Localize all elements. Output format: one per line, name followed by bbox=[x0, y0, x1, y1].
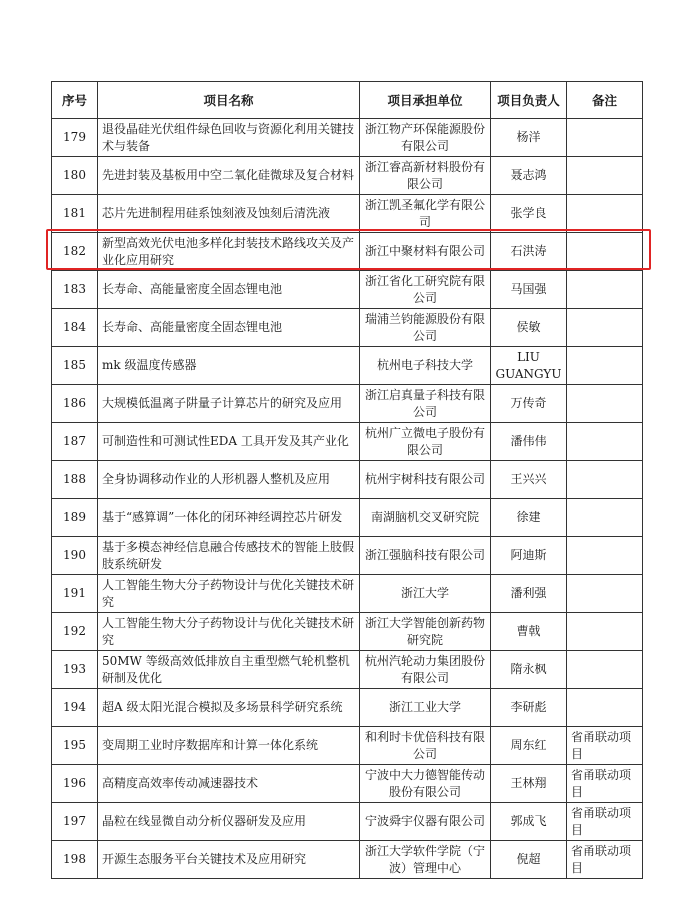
cell-unit: 杭州电子科技大学 bbox=[360, 347, 491, 385]
project-table bbox=[51, 81, 643, 879]
table-row bbox=[52, 233, 643, 271]
table-row bbox=[52, 613, 643, 651]
cell-unit: 浙江省化工研究院有限公司 bbox=[360, 271, 491, 309]
table-row bbox=[52, 385, 643, 423]
cell-unit: 南湖脑机交叉研究院 bbox=[360, 499, 491, 537]
cell-lead: LIU GUANGYU bbox=[491, 347, 567, 385]
cell-name: 可制造性和可测试性EDA 工具开发及其产业化 bbox=[98, 423, 360, 461]
cell-no: 190 bbox=[52, 537, 98, 575]
cell-lead: 侯敏 bbox=[491, 309, 567, 347]
cell-lead: 郭成飞 bbox=[491, 803, 567, 841]
table-row bbox=[52, 651, 643, 689]
cell-lead: 聂志鸿 bbox=[491, 157, 567, 195]
table-row bbox=[52, 119, 643, 157]
cell-unit: 瑞浦兰钧能源股份有限公司 bbox=[360, 309, 491, 347]
header-unit: 项目承担单位 bbox=[360, 82, 491, 119]
cell-no: 196 bbox=[52, 765, 98, 803]
cell-no: 192 bbox=[52, 613, 98, 651]
cell-unit: 杭州汽轮动力集团股份有限公司 bbox=[360, 651, 491, 689]
cell-note: 省甬联动项目 bbox=[567, 765, 643, 803]
cell-name: 全身协调移动作业的人形机器人整机及应用 bbox=[98, 461, 360, 499]
table-row bbox=[52, 727, 643, 765]
table-row bbox=[52, 157, 643, 195]
cell-note bbox=[567, 613, 643, 651]
cell-name: 先进封装及基板用中空二氧化硅微球及复合材料 bbox=[98, 157, 360, 195]
cell-unit: 宁波中大力德智能传动股份有限公司 bbox=[360, 765, 491, 803]
table-row bbox=[52, 271, 643, 309]
cell-name: 基于“感算调”一体化的闭环神经调控芯片研发 bbox=[98, 499, 360, 537]
cell-note bbox=[567, 119, 643, 157]
cell-note bbox=[567, 537, 643, 575]
cell-no: 185 bbox=[52, 347, 98, 385]
cell-name: 长寿命、高能量密度全固态锂电池 bbox=[98, 309, 360, 347]
cell-lead: 王兴兴 bbox=[491, 461, 567, 499]
cell-name: 晶粒在线显微自动分析仪器研发及应用 bbox=[98, 803, 360, 841]
cell-unit: 杭州宇树科技有限公司 bbox=[360, 461, 491, 499]
cell-no: 183 bbox=[52, 271, 98, 309]
cell-unit: 浙江凯圣氟化学有限公司 bbox=[360, 195, 491, 233]
cell-note bbox=[567, 385, 643, 423]
cell-lead: 石洪涛 bbox=[491, 233, 567, 271]
cell-lead: 潘利强 bbox=[491, 575, 567, 613]
cell-no: 194 bbox=[52, 689, 98, 727]
header-no: 序号 bbox=[52, 82, 98, 119]
cell-note bbox=[567, 309, 643, 347]
cell-no: 197 bbox=[52, 803, 98, 841]
cell-no: 198 bbox=[52, 841, 98, 879]
table-row bbox=[52, 195, 643, 233]
table-row bbox=[52, 499, 643, 537]
cell-unit: 杭州广立微电子股份有限公司 bbox=[360, 423, 491, 461]
cell-no: 187 bbox=[52, 423, 98, 461]
cell-lead: 马国强 bbox=[491, 271, 567, 309]
table-row bbox=[52, 689, 643, 727]
cell-no: 181 bbox=[52, 195, 98, 233]
cell-unit: 浙江强脑科技有限公司 bbox=[360, 537, 491, 575]
table-body bbox=[52, 119, 643, 879]
cell-lead: 周东红 bbox=[491, 727, 567, 765]
cell-no: 180 bbox=[52, 157, 98, 195]
cell-unit: 宁波舜宇仪器有限公司 bbox=[360, 803, 491, 841]
cell-lead: 隋永枫 bbox=[491, 651, 567, 689]
cell-name: 长寿命、高能量密度全固态锂电池 bbox=[98, 271, 360, 309]
table-row bbox=[52, 347, 643, 385]
header-lead: 项目负责人 bbox=[491, 82, 567, 119]
cell-note bbox=[567, 689, 643, 727]
cell-note: 省甬联动项目 bbox=[567, 841, 643, 879]
cell-note bbox=[567, 271, 643, 309]
cell-name: 高精度高效率传动减速器技术 bbox=[98, 765, 360, 803]
cell-name: 50MW 等级高效低排放自主重型燃气轮机整机研制及优化 bbox=[98, 651, 360, 689]
cell-note bbox=[567, 499, 643, 537]
cell-name: 大规模低温离子阱量子计算芯片的研究及应用 bbox=[98, 385, 360, 423]
cell-name: 开源生态服务平台关键技术及应用研究 bbox=[98, 841, 360, 879]
cell-unit: 浙江中聚材料有限公司 bbox=[360, 233, 491, 271]
cell-name: mk 级温度传感器 bbox=[98, 347, 360, 385]
cell-note bbox=[567, 651, 643, 689]
cell-lead: 杨洋 bbox=[491, 119, 567, 157]
table-header-row bbox=[52, 82, 643, 119]
table-row bbox=[52, 765, 643, 803]
cell-note bbox=[567, 233, 643, 271]
cell-unit: 浙江工业大学 bbox=[360, 689, 491, 727]
cell-no: 193 bbox=[52, 651, 98, 689]
header-name: 项目名称 bbox=[98, 82, 360, 119]
cell-lead: 倪超 bbox=[491, 841, 567, 879]
cell-lead: 万传奇 bbox=[491, 385, 567, 423]
cell-note: 省甬联动项目 bbox=[567, 803, 643, 841]
cell-lead: 徐建 bbox=[491, 499, 567, 537]
table-row bbox=[52, 537, 643, 575]
cell-note bbox=[567, 195, 643, 233]
cell-name: 变周期工业时序数据库和计算一体化系统 bbox=[98, 727, 360, 765]
table-row bbox=[52, 423, 643, 461]
cell-name: 新型高效光伏电池多样化封装技术路线攻关及产业化应用研究 bbox=[98, 233, 360, 271]
cell-name: 芯片先进制程用硅系蚀刻液及蚀刻后清洗液 bbox=[98, 195, 360, 233]
cell-no: 191 bbox=[52, 575, 98, 613]
cell-no: 186 bbox=[52, 385, 98, 423]
cell-unit: 和利时卡优倍科技有限公司 bbox=[360, 727, 491, 765]
cell-note bbox=[567, 423, 643, 461]
cell-no: 182 bbox=[52, 233, 98, 271]
table-row bbox=[52, 461, 643, 499]
cell-name: 人工智能生物大分子药物设计与优化关键技术研究 bbox=[98, 613, 360, 651]
cell-note bbox=[567, 157, 643, 195]
cell-no: 195 bbox=[52, 727, 98, 765]
cell-unit: 浙江大学软件学院（宁波）管理中心 bbox=[360, 841, 491, 879]
cell-no: 179 bbox=[52, 119, 98, 157]
table-row bbox=[52, 841, 643, 879]
cell-lead: 王林翔 bbox=[491, 765, 567, 803]
table-row bbox=[52, 803, 643, 841]
cell-lead: 曹戟 bbox=[491, 613, 567, 651]
cell-note: 省甬联动项目 bbox=[567, 727, 643, 765]
cell-lead: 阿迪斯 bbox=[491, 537, 567, 575]
cell-unit: 浙江大学 bbox=[360, 575, 491, 613]
cell-unit: 浙江大学智能创新药物研究院 bbox=[360, 613, 491, 651]
cell-lead: 李研彪 bbox=[491, 689, 567, 727]
cell-name: 基于多模态神经信息融合传感技术的智能上肢假肢系统研发 bbox=[98, 537, 360, 575]
cell-note bbox=[567, 347, 643, 385]
table-row bbox=[52, 575, 643, 613]
cell-unit: 浙江物产环保能源股份有限公司 bbox=[360, 119, 491, 157]
cell-name: 超A 级太阳光混合模拟及多场景科学研究系统 bbox=[98, 689, 360, 727]
cell-name: 人工智能生物大分子药物设计与优化关键技术研究 bbox=[98, 575, 360, 613]
table-row bbox=[52, 309, 643, 347]
cell-lead: 张学良 bbox=[491, 195, 567, 233]
cell-no: 184 bbox=[52, 309, 98, 347]
cell-unit: 浙江启真量子科技有限公司 bbox=[360, 385, 491, 423]
cell-lead: 潘伟伟 bbox=[491, 423, 567, 461]
cell-note bbox=[567, 575, 643, 613]
cell-unit: 浙江睿高新材料股份有限公司 bbox=[360, 157, 491, 195]
cell-name: 退役晶硅光伏组件绿色回收与资源化利用关键技术与装备 bbox=[98, 119, 360, 157]
cell-no: 189 bbox=[52, 499, 98, 537]
cell-no: 188 bbox=[52, 461, 98, 499]
cell-note bbox=[567, 461, 643, 499]
header-note: 备注 bbox=[567, 82, 643, 119]
